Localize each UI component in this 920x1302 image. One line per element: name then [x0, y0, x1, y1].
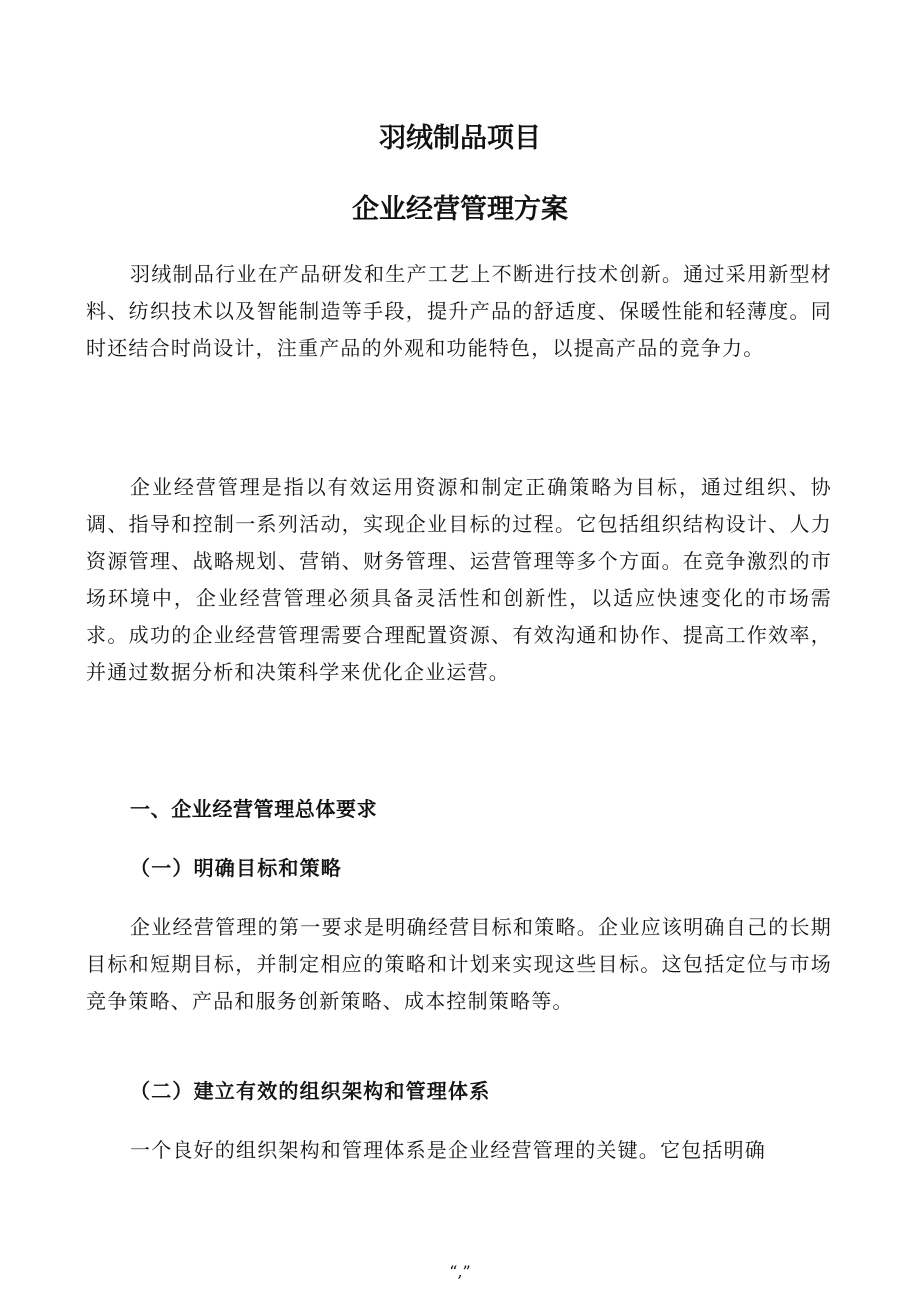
subsection-body-goals-strategy: 企业经营管理的第一要求是明确经营目标和策略。企业应该明确自己的长期目标和短期目标，并制定相应的策略和计划来实现这些目标。这包括定位与市场竞争策略、产品和服务创新策略、成本控制策略等。	[86, 915, 832, 1013]
subsection-body-organization: 一个良好的组织架构和管理体系是企业经营管理的关键。它包括明确	[130, 1138, 766, 1162]
section-heading-overall-requirements: 一、企业经营管理总体要求	[130, 797, 378, 821]
document-title-line-1: 羽绒制品项目	[379, 123, 541, 154]
document-title-line-2: 企业经营管理方案	[352, 194, 568, 225]
page-footer-mark: “,”	[449, 1262, 471, 1281]
intro-paragraph-management: 企业经营管理是指以有效运用资源和制定正确策略为目标，通过组织、协调、指导和控制一系列活动，实现企业目标的过程。它包括组织结构设计、人力资源管理、战略规划、营销、财务管理、运营管理等多个方面。在竞争激烈的市场环境中，企业经营管理必须具备灵活性和创新性，以适应快速变化的市场需求。成功的企业经营管理需要合理配置资源、有效沟通和协作、提高工作效率，并通过数据分析和决策科学来优化企业运营。	[86, 475, 832, 684]
subsection-heading-organization: （二）建立有效的组织架构和管理体系	[130, 1079, 491, 1103]
subsection-heading-goals-strategy: （一）明确目标和策略	[130, 856, 342, 880]
intro-paragraph-industry: 羽绒制品行业在产品研发和生产工艺上不断进行技术创新。通过采用新型材料、纺织技术以及智能制造等手段，提升产品的舒适度、保暖性能和轻薄度。同时还结合时尚设计，注重产品的外观和功能特色，以提高产品的竞争力。	[86, 262, 832, 360]
